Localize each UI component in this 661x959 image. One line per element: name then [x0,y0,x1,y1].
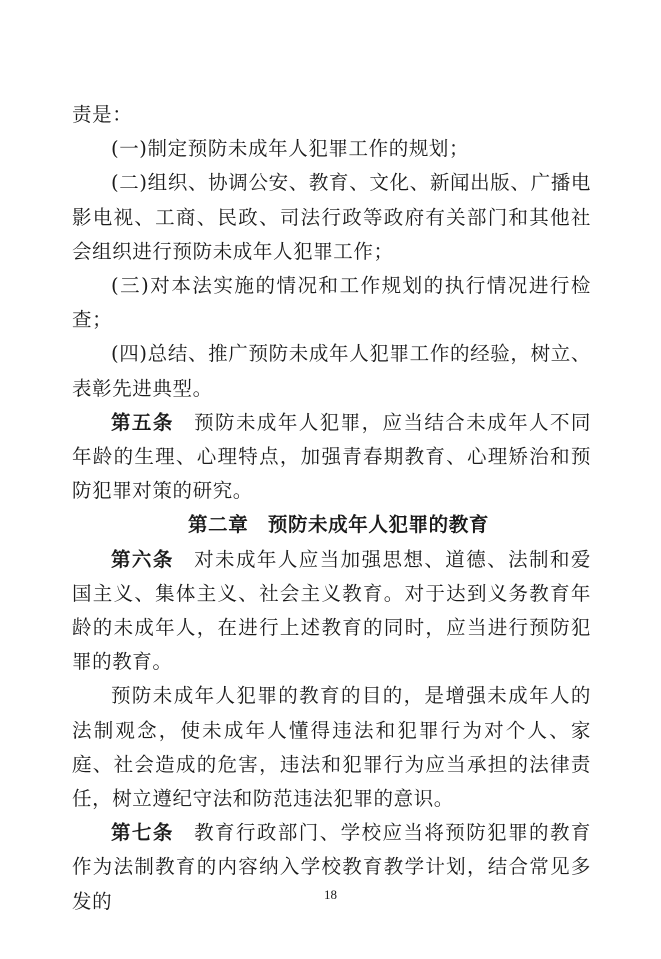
article-5 [72,406,591,509]
chapter-title: 预防未成年人犯罪的教育 [267,513,489,537]
article-7 [72,816,591,919]
paragraph-continuation: 责是： [72,103,133,126]
list-item-1: (一)制定预防未成年人犯罪工作的规划； [111,137,470,161]
chapter-heading [72,508,591,542]
article-5-text: 预防未成年人犯罪，应当结合未成年人不同年龄的生理、心理特点，加强青春期教育、心理矫治和预防犯罪对策的研究。 [72,410,591,503]
article-6-text: 对未成年人应当加强思想、道德、法制和爱国主义、集体主义、社会主义教育。对于达到义务教育年龄的未成年人，在进行上述教育的同时，应当进行预防犯罪的教育。 [72,547,591,674]
article-7-label: 第七条 [111,821,174,845]
article-7-text: 教育行政部门、学校应当将预防犯罪的教育作为法制教育的内容纳入学校教育教学计划，结合常见多发的 [72,821,591,913]
page-number: 18 [324,887,337,902]
chapter-number: 第二章 [188,513,249,537]
list-item-4: (四)总结、推广预防未成年人犯罪工作的经验，树立、表彰先进典型。 [72,342,591,400]
article-6-label: 第六条 [111,547,174,571]
list-item-3: (三)对本法实施的情况和工作规划的执行情况进行检查； [72,274,591,332]
article-6-paragraph-2: 预防未成年人犯罪的教育的目的，是增强未成年人的法制观念，使未成年人懂得违法和犯罪行为对个人、家庭、社会造成的危害，违法和犯罪行为应当承担的法律责任，树立遵纪守法和防范违法犯罪的意识。 [72,684,591,811]
article-6 [72,543,591,680]
list-item-2: (二)组织、协调公安、教育、文化、新闻出版、广播电影电视、工商、民政、司法行政等政府有关部门和其他社会组织进行预防未成年人犯罪工作； [72,171,591,263]
article-5-label: 第五条 [111,410,174,434]
